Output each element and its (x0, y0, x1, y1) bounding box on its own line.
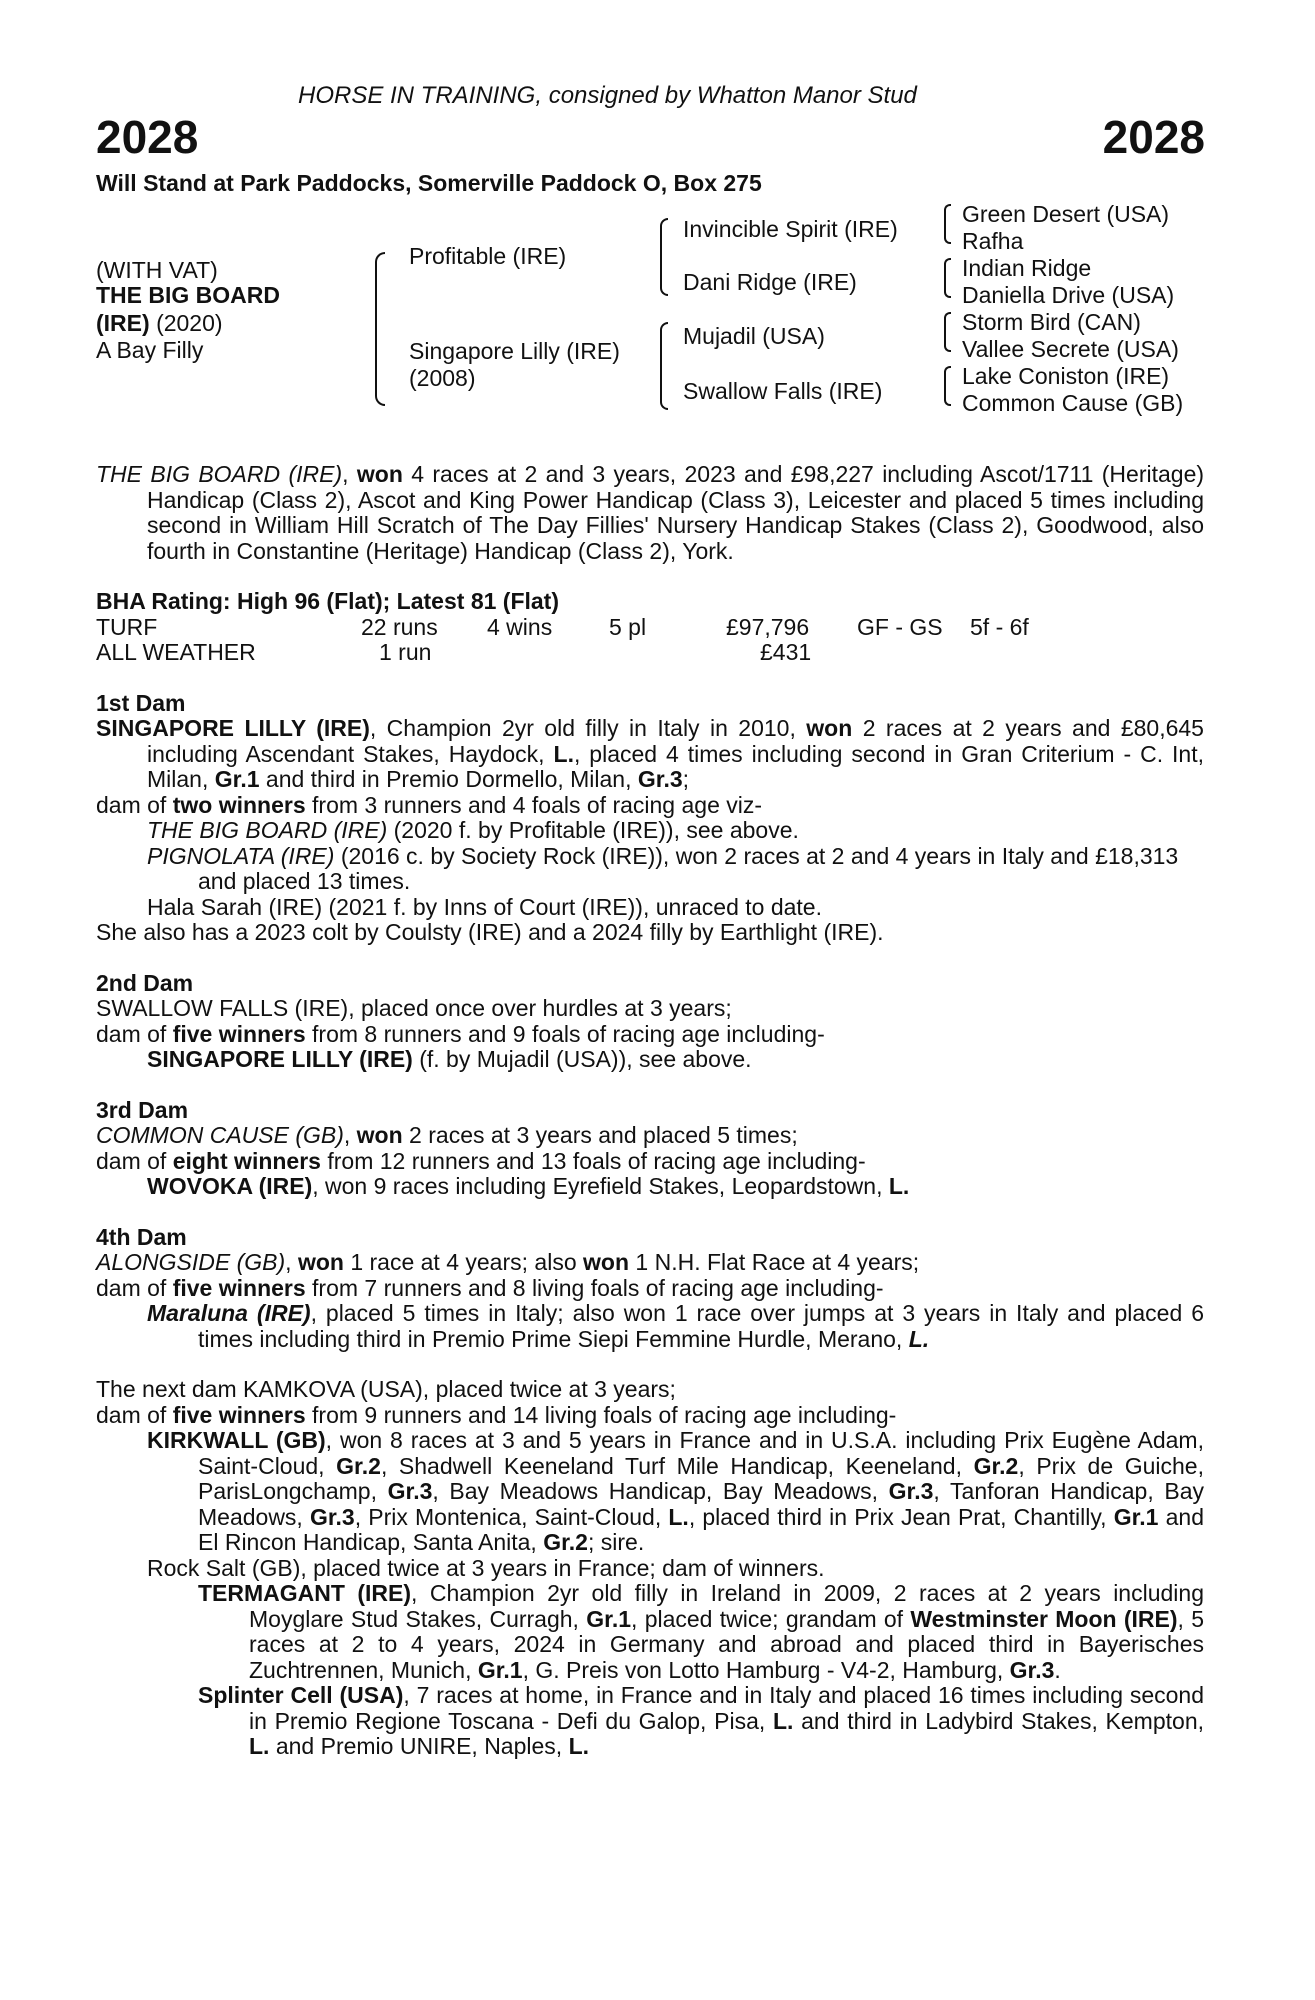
produce-item (96, 1581, 1204, 1683)
produce-name: Splinter Cell (USA) (198, 1682, 404, 1708)
produce-item (96, 1174, 1204, 1200)
first-dam-intro: , Champion 2yr old filly in Italy in 2010, (369, 715, 807, 741)
listed-mark: L. (772, 1707, 794, 1734)
produce-item (96, 1047, 1204, 1073)
produce-text: , placed twice; grandam of (631, 1605, 911, 1632)
produce-text: and Premio UNIRE, Naples, (269, 1733, 569, 1759)
produce-text: (2020 f. by Profitable (IRE)), see above. (387, 817, 799, 843)
produce-name: TERMAGANT (IRE) (198, 1580, 412, 1606)
second-dam-heading: 2nd Dam (96, 969, 194, 996)
turf-label: TURF (96, 613, 158, 640)
first-dam-record (96, 716, 1204, 793)
produce-text: , Champion 2yr old filly in Ireland in 2009, 2 races at 2 years including Moyglare Stud Stakes, Curragh, (249, 1580, 1204, 1632)
listed-mark: L. (249, 1733, 270, 1759)
pedigree-brace-dam (660, 322, 668, 410)
group-mark: Gr.1 (214, 766, 260, 792)
pedigree-sss: Green Desert (USA) (962, 201, 1170, 227)
produce-text: , Prix de Guiche, ParisLongchamp, (198, 1452, 1204, 1504)
pedigree-brace-ss (944, 204, 951, 244)
pedigree-ssd: Rafha (962, 228, 1024, 254)
pedigree-brace-dd (944, 366, 951, 406)
produce-text: , won 9 races including Eyrefield Stakes, Leopardstown, (312, 1173, 889, 1199)
group-mark: Gr.3 (637, 766, 683, 792)
group-mark: Gr.2 (973, 1452, 1019, 1479)
fourth-dam-text1: 1 race at 4 years; also (343, 1249, 584, 1275)
third-dam-produce-summary (96, 1149, 1204, 1175)
bha-rating: BHA Rating: High 96 (Flat); Latest 81 (Flat) (96, 588, 559, 614)
horse-description: A Bay Filly (96, 337, 204, 363)
produce-text: , Tanforan Handicap, Bay Meadows, (198, 1478, 1204, 1530)
group-mark: Gr.3 (309, 1503, 355, 1530)
produce-item (96, 818, 1204, 844)
produce-text: and El Rincon Handicap, Santa Anita, (198, 1503, 1205, 1555)
turf-distance: 5f - 6f (970, 613, 1029, 640)
dam-of-label: dam of (96, 1401, 173, 1428)
record-text: 4 races at 2 and 3 years, 2023 and £98,227 including Ascot/1711 (Heritage) Handicap (Class 2), Ascot and King Power Handicap (Class 3), Leicester and placed 5 times including second in William Hill Scratch of The Day Fillies' Nursery Handicap Stakes (Class 2), Goodwood, also fourth in Constantine (Heritage) Handicap (Class 2), York. (147, 461, 1205, 564)
produce-item (96, 844, 1204, 895)
next-dam-record: The next dam KAMKOVA (USA), placed twice at 3 years; (96, 1376, 676, 1402)
produce-text: , Prix Montenica, Saint-Cloud, (354, 1503, 669, 1530)
dam-of-label: dam of (96, 1020, 173, 1047)
first-dam-text4: ; (682, 766, 690, 792)
turf-prize-money: £97,796 (726, 613, 810, 640)
fourth-dam-text2: 1 N.H. Flat Race at 4 years; (629, 1249, 920, 1275)
winners-count: five winners (172, 1274, 306, 1301)
pedigree-dam: Singapore Lilly (IRE) (409, 338, 620, 364)
pedigree-ddd: Common Cause (GB) (962, 390, 1184, 416)
produce-text: , placed 5 times in Italy; also won 1 race over jumps at 3 years in Italy and placed 6 times including third in Premio Prime Siepi Femmine Hurdle, Merano, (198, 1300, 1204, 1352)
dam-of-rest: from 12 runners and 13 foals of racing age including- (320, 1147, 866, 1174)
third-dam-name: COMMON CAUSE (GB) (96, 1122, 344, 1148)
first-dam-text1: 2 races at 2 years and £80,645 including Ascendant Stakes, Haydock, (147, 715, 1204, 767)
dam-of-rest: from 9 runners and 14 living foals of racing age including- (305, 1401, 897, 1428)
first-dam-won: won (806, 715, 853, 741)
pedigree-brace-main (375, 252, 385, 406)
lot-number-right: 2028 (1102, 111, 1205, 163)
horse-origin-year (96, 309, 223, 337)
second-dam-record: SWALLOW FALLS (IRE), placed once over hurdles at 3 years; (96, 995, 732, 1021)
fourth-dam-record: ALONGSIDE (GB), won 1 race at 4 years; also won 1 N.H. Flat Race at 4 years; (96, 1249, 920, 1275)
record-horse-name: THE BIG BOARD (IRE) (96, 461, 343, 487)
all-weather-row (96, 640, 1204, 666)
listed-mark: L. (668, 1503, 689, 1530)
horse-suffix: (IRE) (96, 310, 150, 336)
produce-text: , Shadwell Keeneland Turf Mile Handicap, Keeneland, (380, 1452, 974, 1479)
listed-mark: L. (888, 1173, 910, 1199)
pedigree-sds: Indian Ridge (962, 255, 1092, 281)
produce-item (96, 1683, 1204, 1760)
produce-text: , Bay Meadows Handicap, Bay Meadows, (432, 1478, 889, 1504)
pedigree-brace-sire (660, 218, 668, 296)
aw-prize-money: £431 (760, 639, 812, 665)
pedigree-sire: Profitable (IRE) (409, 243, 567, 269)
produce-name: SINGAPORE LILLY (IRE) (147, 1046, 413, 1072)
aw-label: ALL WEATHER (96, 639, 256, 665)
pedigree-brace-ds (944, 312, 951, 352)
winners-count: five winners (172, 1020, 306, 1047)
dam-of-label: dam of (96, 791, 173, 818)
produce-text: (2016 c. by Society Rock (IRE)), won 2 races at 2 and 4 years in Italy and £18,313 and placed 13 times. (198, 842, 1179, 894)
fourth-dam-heading: 4th Dam (96, 1223, 187, 1250)
race-record: THE BIG BOARD (IRE), won 4 races at 2 and 3 years, 2023 and £98,227 including Ascot/1711 (Heritage) Handicap (Class 2), Ascot and King Power Handicap (Class 3), Leicester and placed 5 times including second in William Hill Scratch of The Day Fillies' Nursery Handicap Stakes (Class 2), Goodwood, also fourth in Constantine (Heritage) Handicap (Class 2), York. (96, 461, 1205, 564)
group-mark: Gr.3 (1009, 1656, 1055, 1683)
pedigree-dam-sire: Mujadil (USA) (683, 323, 825, 349)
produce-text: ; sire. (587, 1529, 645, 1555)
stand-location: Will Stand at Park Paddocks, Somerville Paddock O, Box 275 (96, 170, 762, 196)
pedigree-dam-year: (2008) (409, 365, 476, 391)
produce-text: , 5 races at 2 to 4 years, 2024 in Germany and abroad and placed third in Bayerisches Zuchtrennen, Munich, (249, 1605, 1204, 1683)
dam-of-rest: from 8 runners and 9 foals of racing age including- (305, 1020, 825, 1047)
pedigree-sire-dam: Dani Ridge (IRE) (683, 269, 857, 295)
produce-text: , placed third in Prix Jean Prat, Chantilly, (688, 1503, 1114, 1530)
first-dam-heading: 1st Dam (96, 689, 186, 716)
group-mark: Gr.1 (1113, 1503, 1159, 1530)
third-dam-record: COMMON CAUSE (GB), won 2 races at 3 years and placed 5 times; (96, 1122, 798, 1148)
second-dam-produce-summary (96, 1022, 1204, 1048)
horse-year: (2020) (156, 310, 223, 336)
produce-name: THE BIG BOARD (IRE) (147, 817, 388, 843)
record-won: won (356, 461, 403, 487)
group-mark: Gr.1 (586, 1605, 632, 1632)
pedigree-notes (96, 462, 1204, 1760)
third-dam-text: 2 races at 3 years and placed 5 times; (402, 1122, 798, 1148)
dam-of-label: dam of (96, 1274, 173, 1301)
first-dam-also: She also has a 2023 colt by Coulsty (IRE) and a 2024 filly by Earthlight (IRE). (96, 919, 884, 945)
pedigree-dsd: Vallee Secrete (USA) (962, 336, 1179, 362)
pedigree-sire-sire: Invincible Spirit (IRE) (683, 216, 898, 242)
first-dam-name: SINGAPORE LILLY (IRE) (96, 715, 370, 741)
group-mark: Gr.2 (336, 1452, 381, 1479)
fourth-dam-name: ALONGSIDE (GB) (96, 1249, 286, 1275)
lot-number-left: 2028 (96, 111, 199, 163)
dam-of-label: dam of (96, 1147, 173, 1174)
listed-mark: L. (908, 1325, 930, 1352)
produce-name: PIGNOLATA (IRE) (147, 842, 335, 869)
group-mark: Gr.2 (543, 1529, 588, 1555)
third-dam-won: won (356, 1122, 403, 1148)
listed-mark: L. (553, 740, 574, 767)
produce-name: KIRKWALL (GB) (147, 1427, 326, 1453)
pedigree-brace-sd (944, 258, 951, 298)
aw-runs: 1 run (379, 639, 432, 665)
produce-text: and third in Ladybird Stakes, Kempton, (793, 1707, 1204, 1734)
group-mark: Gr.3 (387, 1478, 433, 1504)
pedigree-sdd: Daniella Drive (USA) (962, 282, 1175, 308)
produce-item (96, 1428, 1204, 1556)
dam-of-rest: from 3 runners and 4 foals of racing age viz- (305, 791, 763, 818)
group-mark: Gr.1 (477, 1656, 523, 1683)
produce-text: . (1054, 1656, 1061, 1683)
pedigree-dss: Storm Bird (CAN) (962, 309, 1141, 335)
turf-runs: 22 runs (361, 613, 438, 640)
winners-count: eight winners (172, 1147, 321, 1174)
produce-item (96, 1301, 1204, 1352)
produce-text: , won 8 races at 3 and 5 years in France and in U.S.A. including Prix Eugène Adam, Saint-Cloud, (198, 1427, 1204, 1479)
group-mark: Gr.3 (888, 1478, 934, 1504)
first-dam-produce-summary (96, 793, 1204, 819)
horse-name: THE BIG BOARD (96, 282, 280, 308)
winners-count: two winners (172, 791, 306, 818)
listed-mark: L. (568, 1733, 590, 1759)
produce-name: Maraluna (IRE) (147, 1300, 311, 1326)
pedigree-dam-dam: Swallow Falls (IRE) (683, 378, 883, 404)
produce-text: (f. by Mujadil (USA)), see above. (412, 1046, 752, 1072)
vat-status: (WITH VAT) (96, 257, 218, 283)
turf-placed: 5 pl (609, 613, 647, 640)
turf-row (96, 615, 1204, 641)
third-dam-heading: 3rd Dam (96, 1096, 189, 1123)
first-dam-text2: , placed 4 times including second in Gran Criterium - C. Int, Milan, (147, 740, 1204, 792)
produce-name: WOVOKA (IRE) (147, 1173, 313, 1199)
produce-item: Rock Salt (GB), placed twice at 3 years in France; dam of winners. (147, 1554, 825, 1581)
produce-text: , 7 races at home, in France and in Italy and placed 16 times including second in Premio Regione Toscana - Defi du Galop, Pisa, (249, 1682, 1204, 1734)
winners-count: five winners (172, 1401, 306, 1428)
next-dam-produce-summary (96, 1403, 1204, 1429)
dam-of-rest: from 7 runners and 8 living foals of racing age including- (305, 1274, 884, 1301)
produce-text: , G. Preis von Lotto Hamburg - V4-2, Hamburg, (522, 1656, 1010, 1683)
consignor-header: HORSE IN TRAINING, consigned by Whatton Manor Stud (298, 82, 917, 109)
fourth-dam-won2: won (583, 1249, 630, 1275)
turf-wins: 4 wins (487, 613, 553, 640)
pedigree-dds: Lake Coniston (IRE) (962, 363, 1170, 389)
turf-going: GF - GS (857, 613, 943, 640)
produce-item: Hala Sarah (IRE) (2021 f. by Inns of Court (IRE)), unraced to date. (147, 893, 822, 920)
first-dam-text3: and third in Premio Dormello, Milan, (259, 766, 638, 792)
fourth-dam-produce-summary (96, 1276, 1204, 1302)
grandchild-name: Westminster Moon (IRE) (910, 1605, 1178, 1632)
fourth-dam-won: won (297, 1249, 344, 1275)
